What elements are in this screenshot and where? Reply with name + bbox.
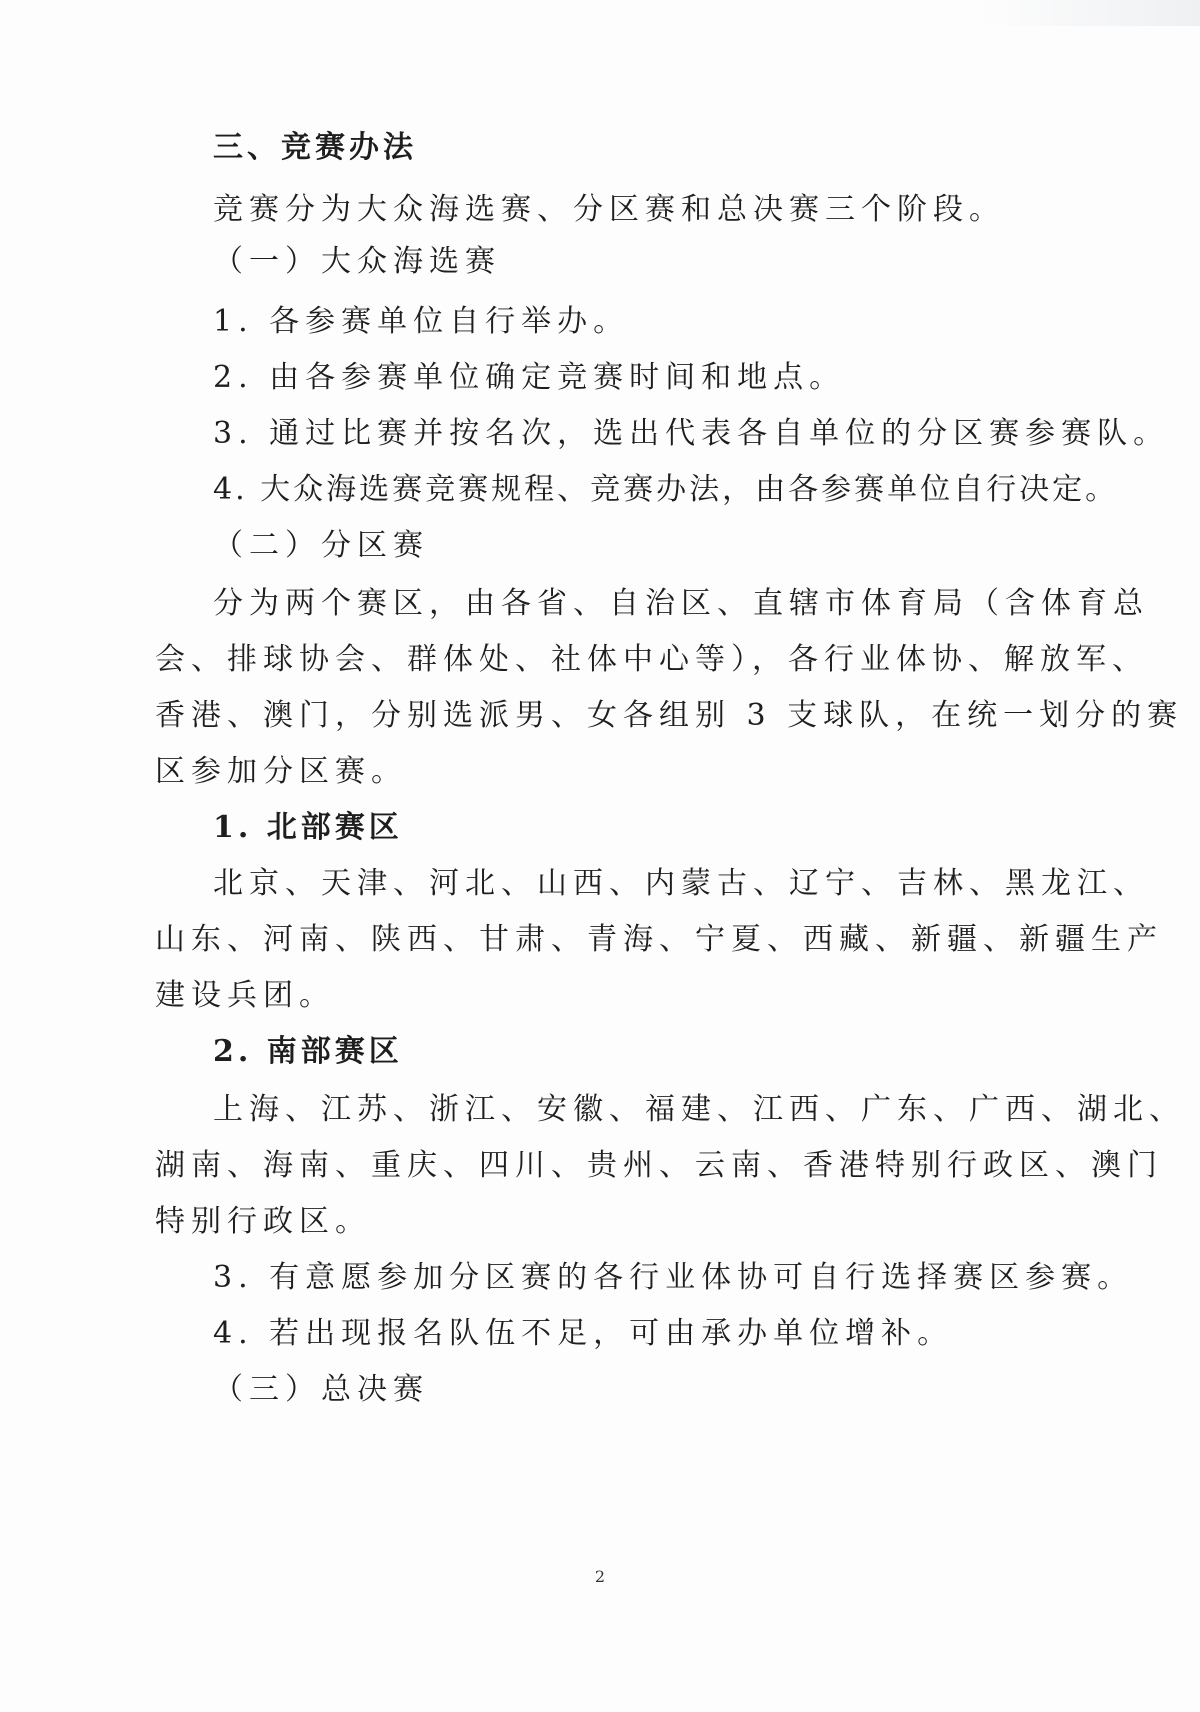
- north-region-line-3: 建设兵团。: [155, 978, 335, 1013]
- south-region-line-1: 上海、江苏、浙江、安徽、福建、江西、广东、广西、湖北、: [213, 1092, 1185, 1127]
- part2-description-line-3: 香港、澳门，分别选派男、女各组别 3 支球队，在统一划分的赛: [155, 698, 1184, 733]
- part2-heading: （二）分区赛: [213, 528, 429, 563]
- part1-item-1: 1. 各参赛单位自行举办。: [213, 304, 630, 339]
- part3-heading: （三）总决赛: [213, 1372, 429, 1407]
- part2-item-4: 4. 若出现报名队伍不足，可由承办单位增补。: [213, 1316, 954, 1351]
- part2-description-line-4: 区参加分区赛。: [155, 754, 407, 789]
- north-region-line-1: 北京、天津、河北、山西、内蒙古、辽宁、吉林、黑龙江、: [213, 866, 1149, 901]
- part1-item-3: 3. 通过比赛并按名次，选出代表各自单位的分区赛参赛队。: [213, 416, 1170, 451]
- south-region-heading: 2. 南部赛区: [213, 1034, 403, 1069]
- south-region-line-2: 湖南、海南、重庆、四川、贵州、云南、香港特别行政区、澳门: [155, 1148, 1163, 1183]
- part1-item-2: 2. 由各参赛单位确定竞赛时间和地点。: [213, 360, 846, 395]
- intro-paragraph: 竞赛分为大众海选赛、分区赛和总决赛三个阶段。: [213, 192, 1005, 227]
- part2-description-line-1: 分为两个赛区，由各省、自治区、直辖市体育局（含体育总: [213, 586, 1149, 621]
- part2-description-line-2: 会、排球协会、群体处、社体中心等），各行业体协、解放军、: [155, 642, 1148, 677]
- part1-heading: （一）大众海选赛: [213, 244, 501, 279]
- scan-shadow: [980, 0, 1200, 26]
- part2-item-3: 3. 有意愿参加分区赛的各行业体协可自行选择赛区参赛。: [213, 1260, 1134, 1295]
- north-region-heading: 1. 北部赛区: [213, 810, 403, 845]
- part1-item-4: 4. 大众海选赛竞赛规程、竞赛办法，由各参赛单位自行决定。: [213, 472, 1119, 507]
- section-heading: 三、竞赛办法: [213, 130, 417, 165]
- south-region-line-3: 特别行政区。: [155, 1204, 371, 1239]
- north-region-line-2: 山东、河南、陕西、甘肃、青海、宁夏、西藏、新疆、新疆生产: [155, 922, 1163, 957]
- page-number: 2: [594, 1567, 606, 1586]
